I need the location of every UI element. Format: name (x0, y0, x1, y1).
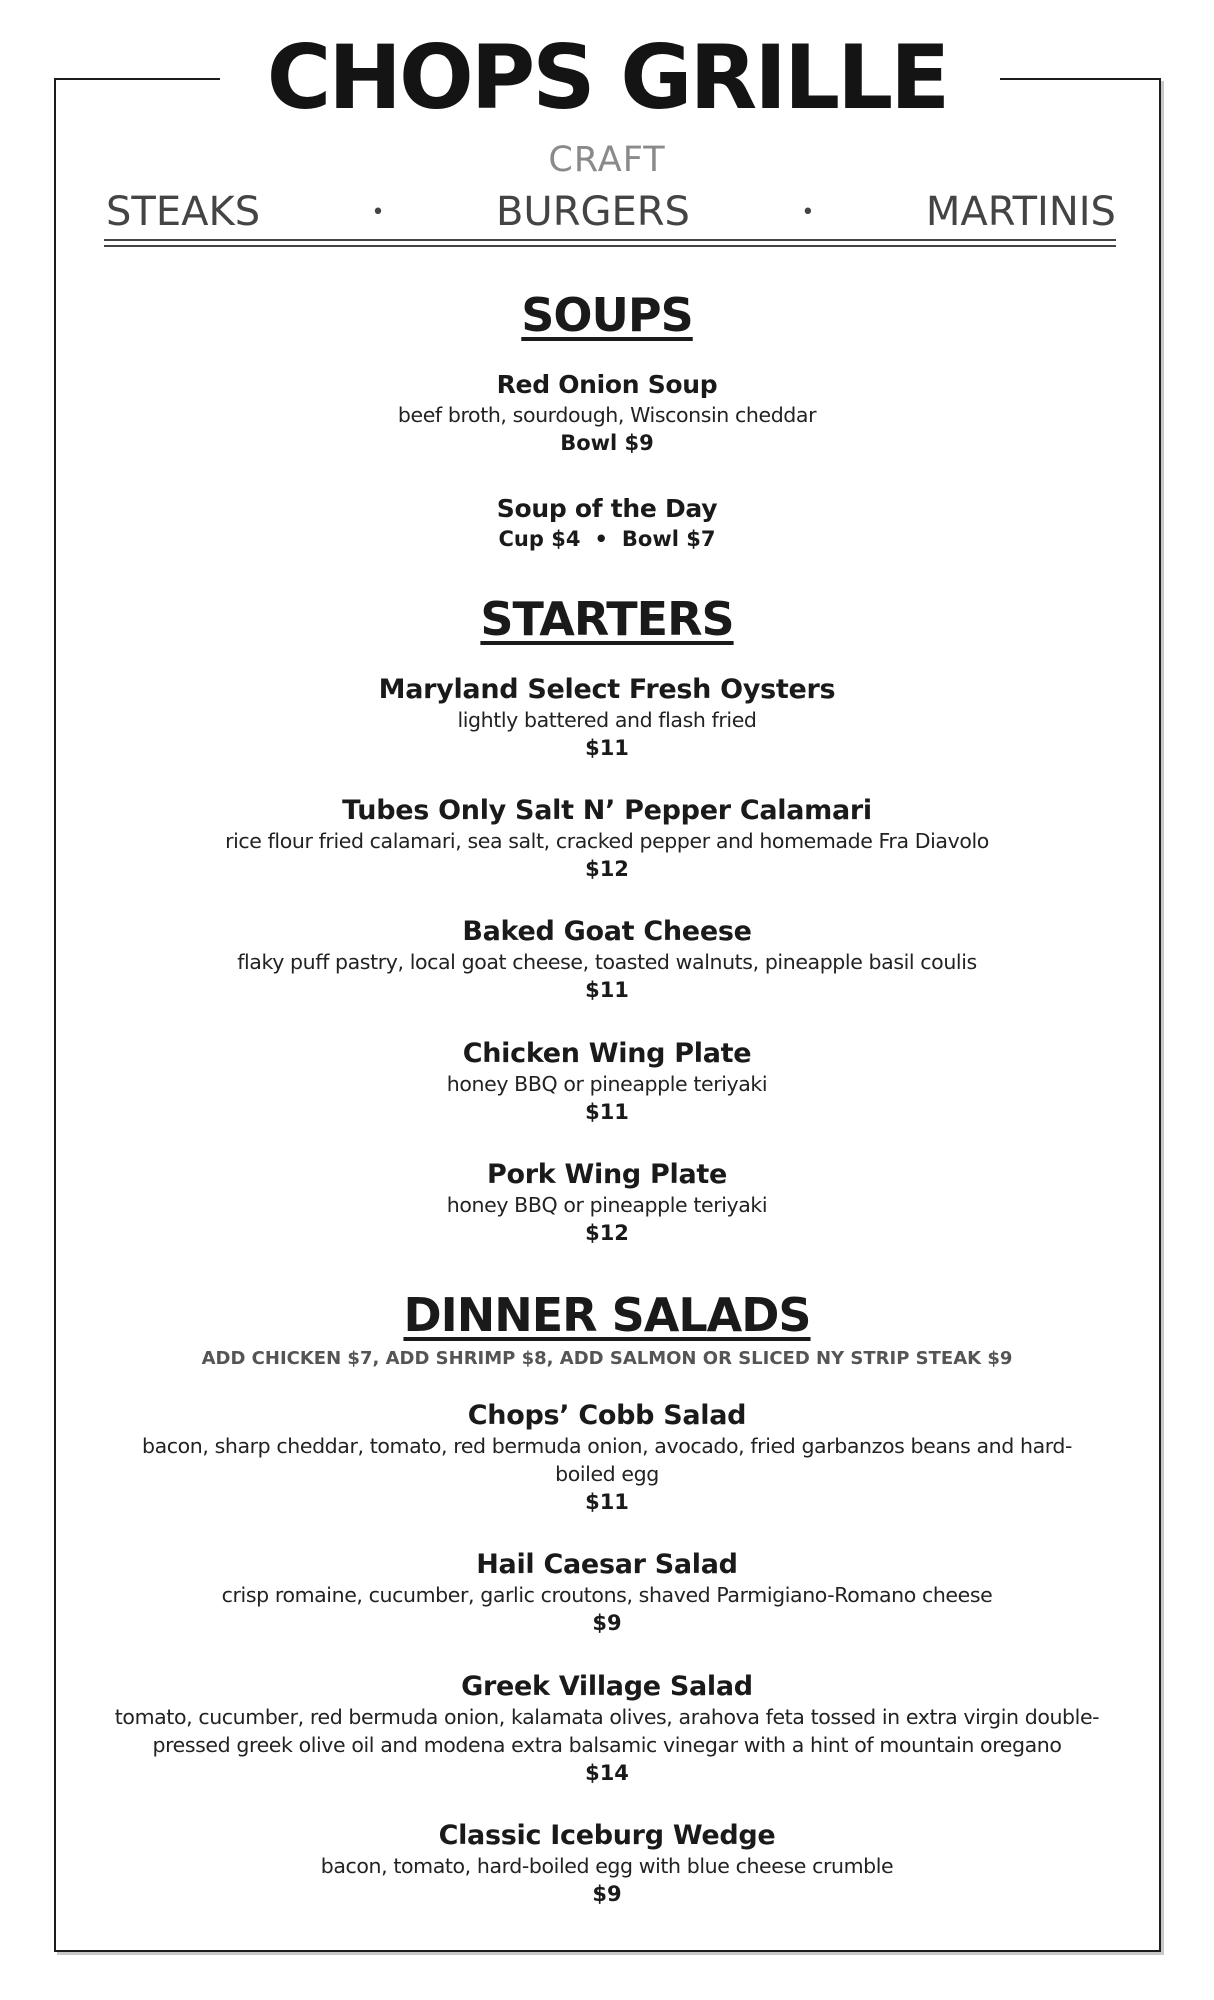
tagline-rule-top (104, 239, 1116, 241)
item-price: $9 (592, 1611, 622, 1635)
craft-subtitle: CRAFT (548, 140, 666, 180)
item-description: tomato, cucumber, red bermuda onion, kalamata olives, arahova feta tossed in extra virgin double- (114, 1705, 1100, 1729)
price-separator: • (594, 527, 608, 551)
tagline-rule-bottom (104, 245, 1116, 247)
item-name: Tubes Only Salt N’ Pepper Calamari (342, 795, 872, 826)
item-description: flaky puff pastry, local goat cheese, toasted walnuts, pineapple basil coulis (237, 950, 977, 974)
item-price: $14 (585, 1761, 629, 1785)
item-name: Maryland Select Fresh Oysters (378, 674, 836, 705)
tagline-bullet: • (801, 199, 815, 225)
item-description: bacon, tomato, hard-boiled egg with blue cheese crumble (320, 1854, 894, 1878)
item-name: Hail Caesar Salad (476, 1549, 738, 1580)
item-description: honey BBQ or pineapple teriyaki (446, 1072, 768, 1096)
item-name: Classic Iceburg Wedge (438, 1820, 776, 1851)
menu-item (80, 916, 1134, 1004)
item-price (80, 525, 1134, 553)
item-description-cont: pressed greek olive oil and modena extra balsamic vinegar with a hint of mountain oregano (152, 1733, 1062, 1757)
menu-item (80, 674, 1134, 762)
menu-item (80, 1671, 1134, 1787)
item-price: $11 (585, 1490, 629, 1514)
menu-item (80, 1159, 1134, 1247)
starters-heading: STARTERS (480, 592, 734, 646)
menu-item (80, 1820, 1134, 1908)
item-description-cont: boiled egg (555, 1462, 659, 1486)
item-price: $12 (585, 1221, 629, 1245)
item-name: Baked Goat Cheese (462, 916, 752, 947)
item-price: $11 (585, 736, 629, 760)
restaurant-title: CHOPS GRILLE (266, 26, 948, 129)
menu-item (80, 1549, 1134, 1637)
item-price: $11 (585, 1100, 629, 1124)
item-description: crisp romaine, cucumber, garlic croutons, shaved Parmigiano-Romano cheese (221, 1583, 993, 1607)
item-name: Pork Wing Plate (487, 1159, 727, 1190)
item-description: honey BBQ or pineapple teriyaki (446, 1193, 768, 1217)
tagline-steaks: STEAKS (106, 189, 261, 235)
dinner-salads-heading: DINNER SALADS (403, 1288, 811, 1342)
item-price: $12 (585, 857, 629, 881)
menu-item (80, 369, 1134, 457)
item-name: Greek Village Salad (461, 1671, 753, 1702)
cup-price: Cup $4 (498, 527, 581, 551)
tagline (106, 188, 1116, 236)
item-description: beef broth, sourdough, Wisconsin cheddar (397, 403, 817, 427)
item-price: $11 (585, 978, 629, 1002)
tagline-burgers: BURGERS (495, 189, 690, 235)
item-description: lightly battered and flash fried (457, 708, 757, 732)
item-description: rice flour fried calamari, sea salt, cracked pepper and homemade Fra Diavolo (225, 829, 989, 853)
tagline-martinis: MARTINIS (925, 189, 1116, 235)
item-name: Chops’ Cobb Salad (467, 1400, 747, 1431)
bowl-price: Bowl $7 (621, 527, 716, 551)
item-name: Chicken Wing Plate (462, 1038, 752, 1069)
menu-item (80, 795, 1134, 883)
tagline-bullet: • (371, 199, 385, 225)
menu-item (80, 1400, 1134, 1516)
salad-add-ons-note: ADD CHICKEN $7, ADD SHRIMP $8, ADD SALMON OR SLICED NY STRIP STEAK $9 (201, 1348, 1013, 1369)
item-description: bacon, sharp cheddar, tomato, red bermuda onion, avocado, fried garbanzos beans and hard- (141, 1434, 1073, 1458)
menu-item (80, 1038, 1134, 1126)
item-name: Red Onion Soup (496, 370, 718, 399)
item-price: Bowl $9 (560, 431, 654, 455)
item-price: $9 (592, 1882, 622, 1906)
soups-heading: SOUPS (521, 288, 693, 342)
menu-item (80, 493, 1134, 553)
item-name: Soup of the Day (496, 494, 718, 523)
